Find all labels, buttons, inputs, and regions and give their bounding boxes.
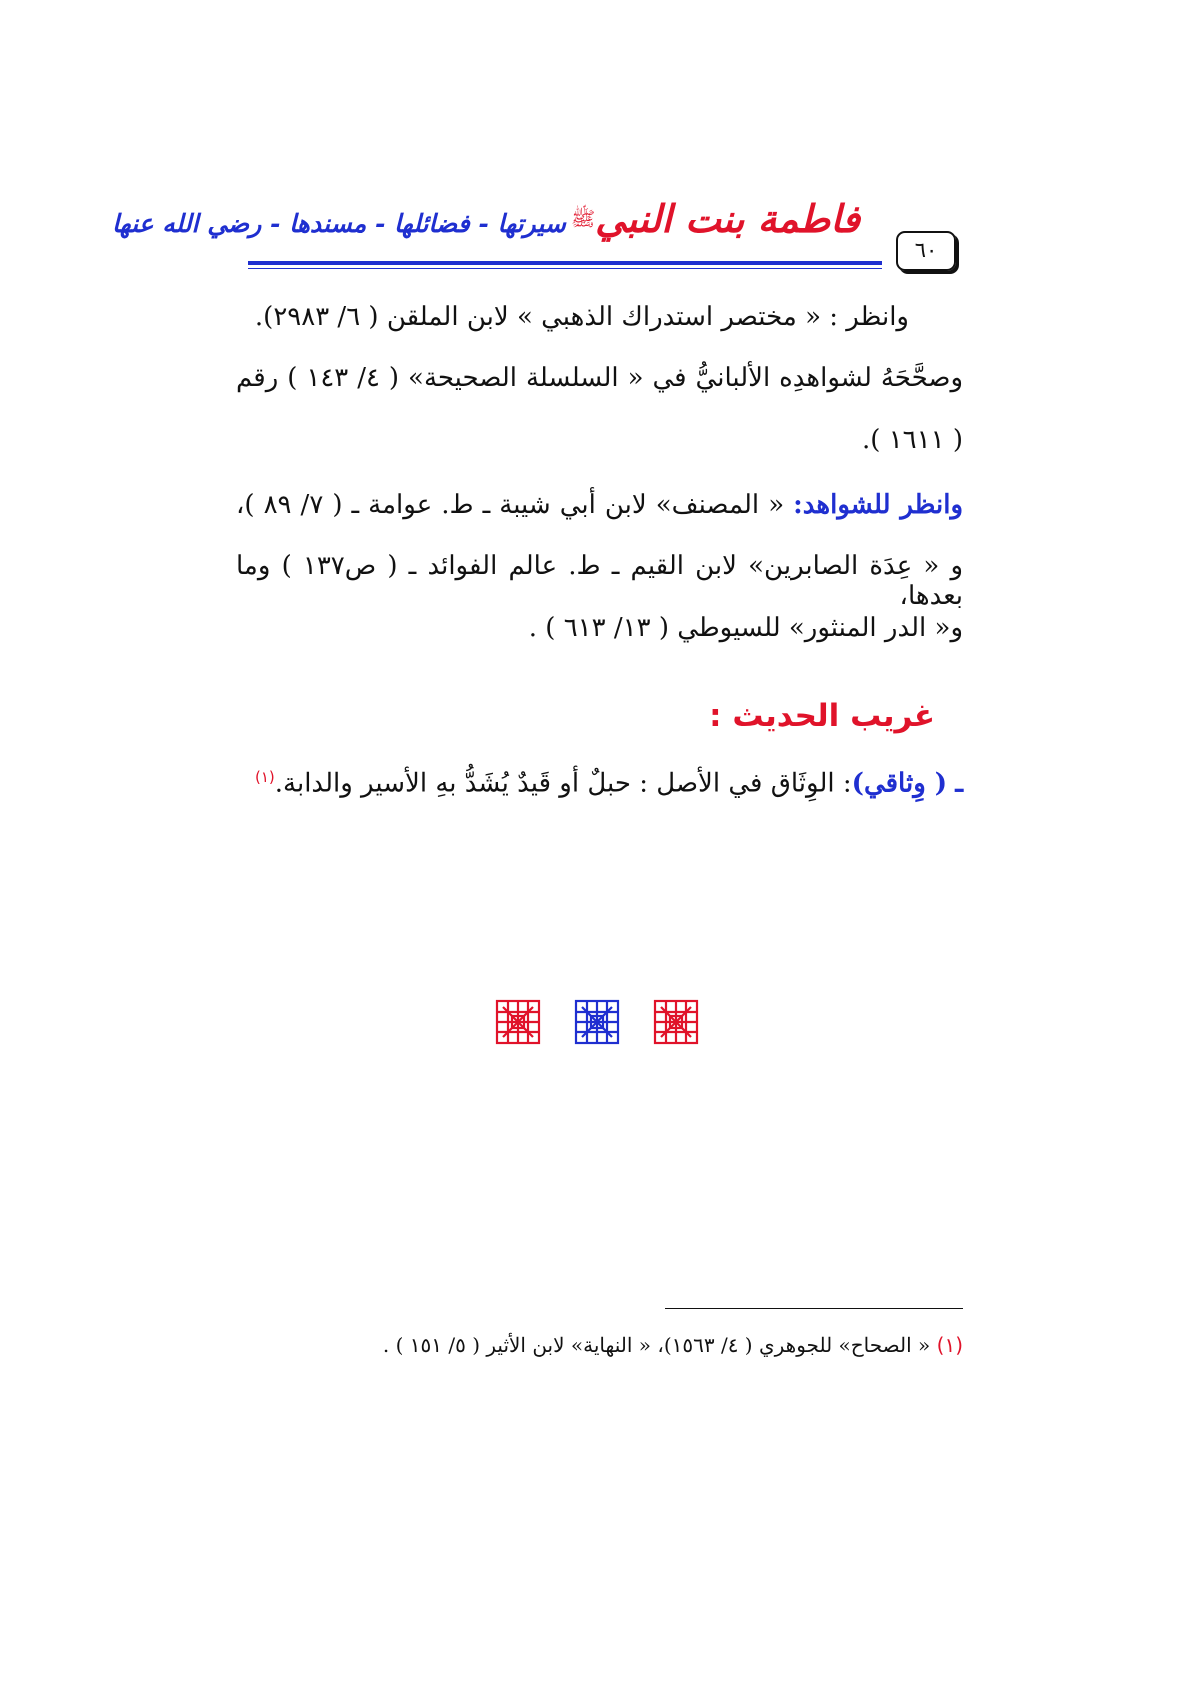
- knot-ornament-red-icon: [652, 998, 700, 1046]
- gharib-entry: [255, 768, 963, 799]
- book-title: فاطمة بنت النبي: [595, 196, 860, 241]
- witnesses-text-1: « المصنف» لابن أبي شيبة ـ ط. عوامة ـ ( ٧/ ٨٩ )،: [236, 490, 785, 520]
- footnote-reference[interactable]: (١): [254, 768, 275, 786]
- footnote-text: « الصحاح» للجوهري ( ٤/ ١٥٦٣)، « النهاية» لابن الأثير ( ٥/ ١٥١ ) .: [382, 1333, 931, 1357]
- gharib-definition: : الوِثَاق في الأصل : حبلٌ أو قَيدٌ يُشَدُّ بهِ الأسير والدابة.: [274, 768, 852, 799]
- page-number: ٦٠: [896, 231, 956, 271]
- salutation-glyph: ﷺ: [570, 206, 596, 231]
- witnesses-line-3: و« الدر المنثور» للسيوطي ( ١٣/ ٦١٣ ) .: [528, 613, 963, 643]
- knot-ornament-blue-icon: [573, 998, 621, 1046]
- section-heading-gharib: غريب الحديث :: [709, 698, 935, 734]
- body-line-1: وانظر : « مختصر استدراك الذهبي » لابن الملقن ( ٦/ ٢٩٨٣).: [254, 302, 909, 332]
- witnesses-label: وانظر للشواهد:: [793, 490, 964, 520]
- gharib-term: ( وِثاقي): [851, 768, 948, 799]
- section-divider-ornaments: [494, 998, 700, 1046]
- header-rule-thin: [248, 268, 882, 269]
- witnesses-line-1: [236, 490, 963, 520]
- body-line-2: وصحَّحَهُ لشواهدِه الألبانيُّ في « السلسلة الصحيحة» ( ٤/ ١٤٣ ) رقم: [236, 363, 963, 393]
- footnote-1: [383, 1333, 963, 1357]
- knot-ornament-red-icon: [494, 998, 542, 1046]
- footnote-marker: (١): [936, 1333, 963, 1357]
- body-line-3: ( ١٦١١ ).: [862, 425, 963, 455]
- book-subtitle: سيرتها - فضائلها - مسندها - رضي الله عنها: [111, 209, 566, 238]
- gharib-dash: ـ: [955, 768, 963, 799]
- header-rule: [248, 261, 882, 265]
- running-header-title: [111, 196, 860, 241]
- witnesses-line-2: و « عِدَة الصابرين» لابن القيم ـ ط. عالم الفوائد ـ ( ص١٣٧ ) وما بعدها،: [236, 551, 963, 611]
- footnote-separator: [665, 1308, 963, 1309]
